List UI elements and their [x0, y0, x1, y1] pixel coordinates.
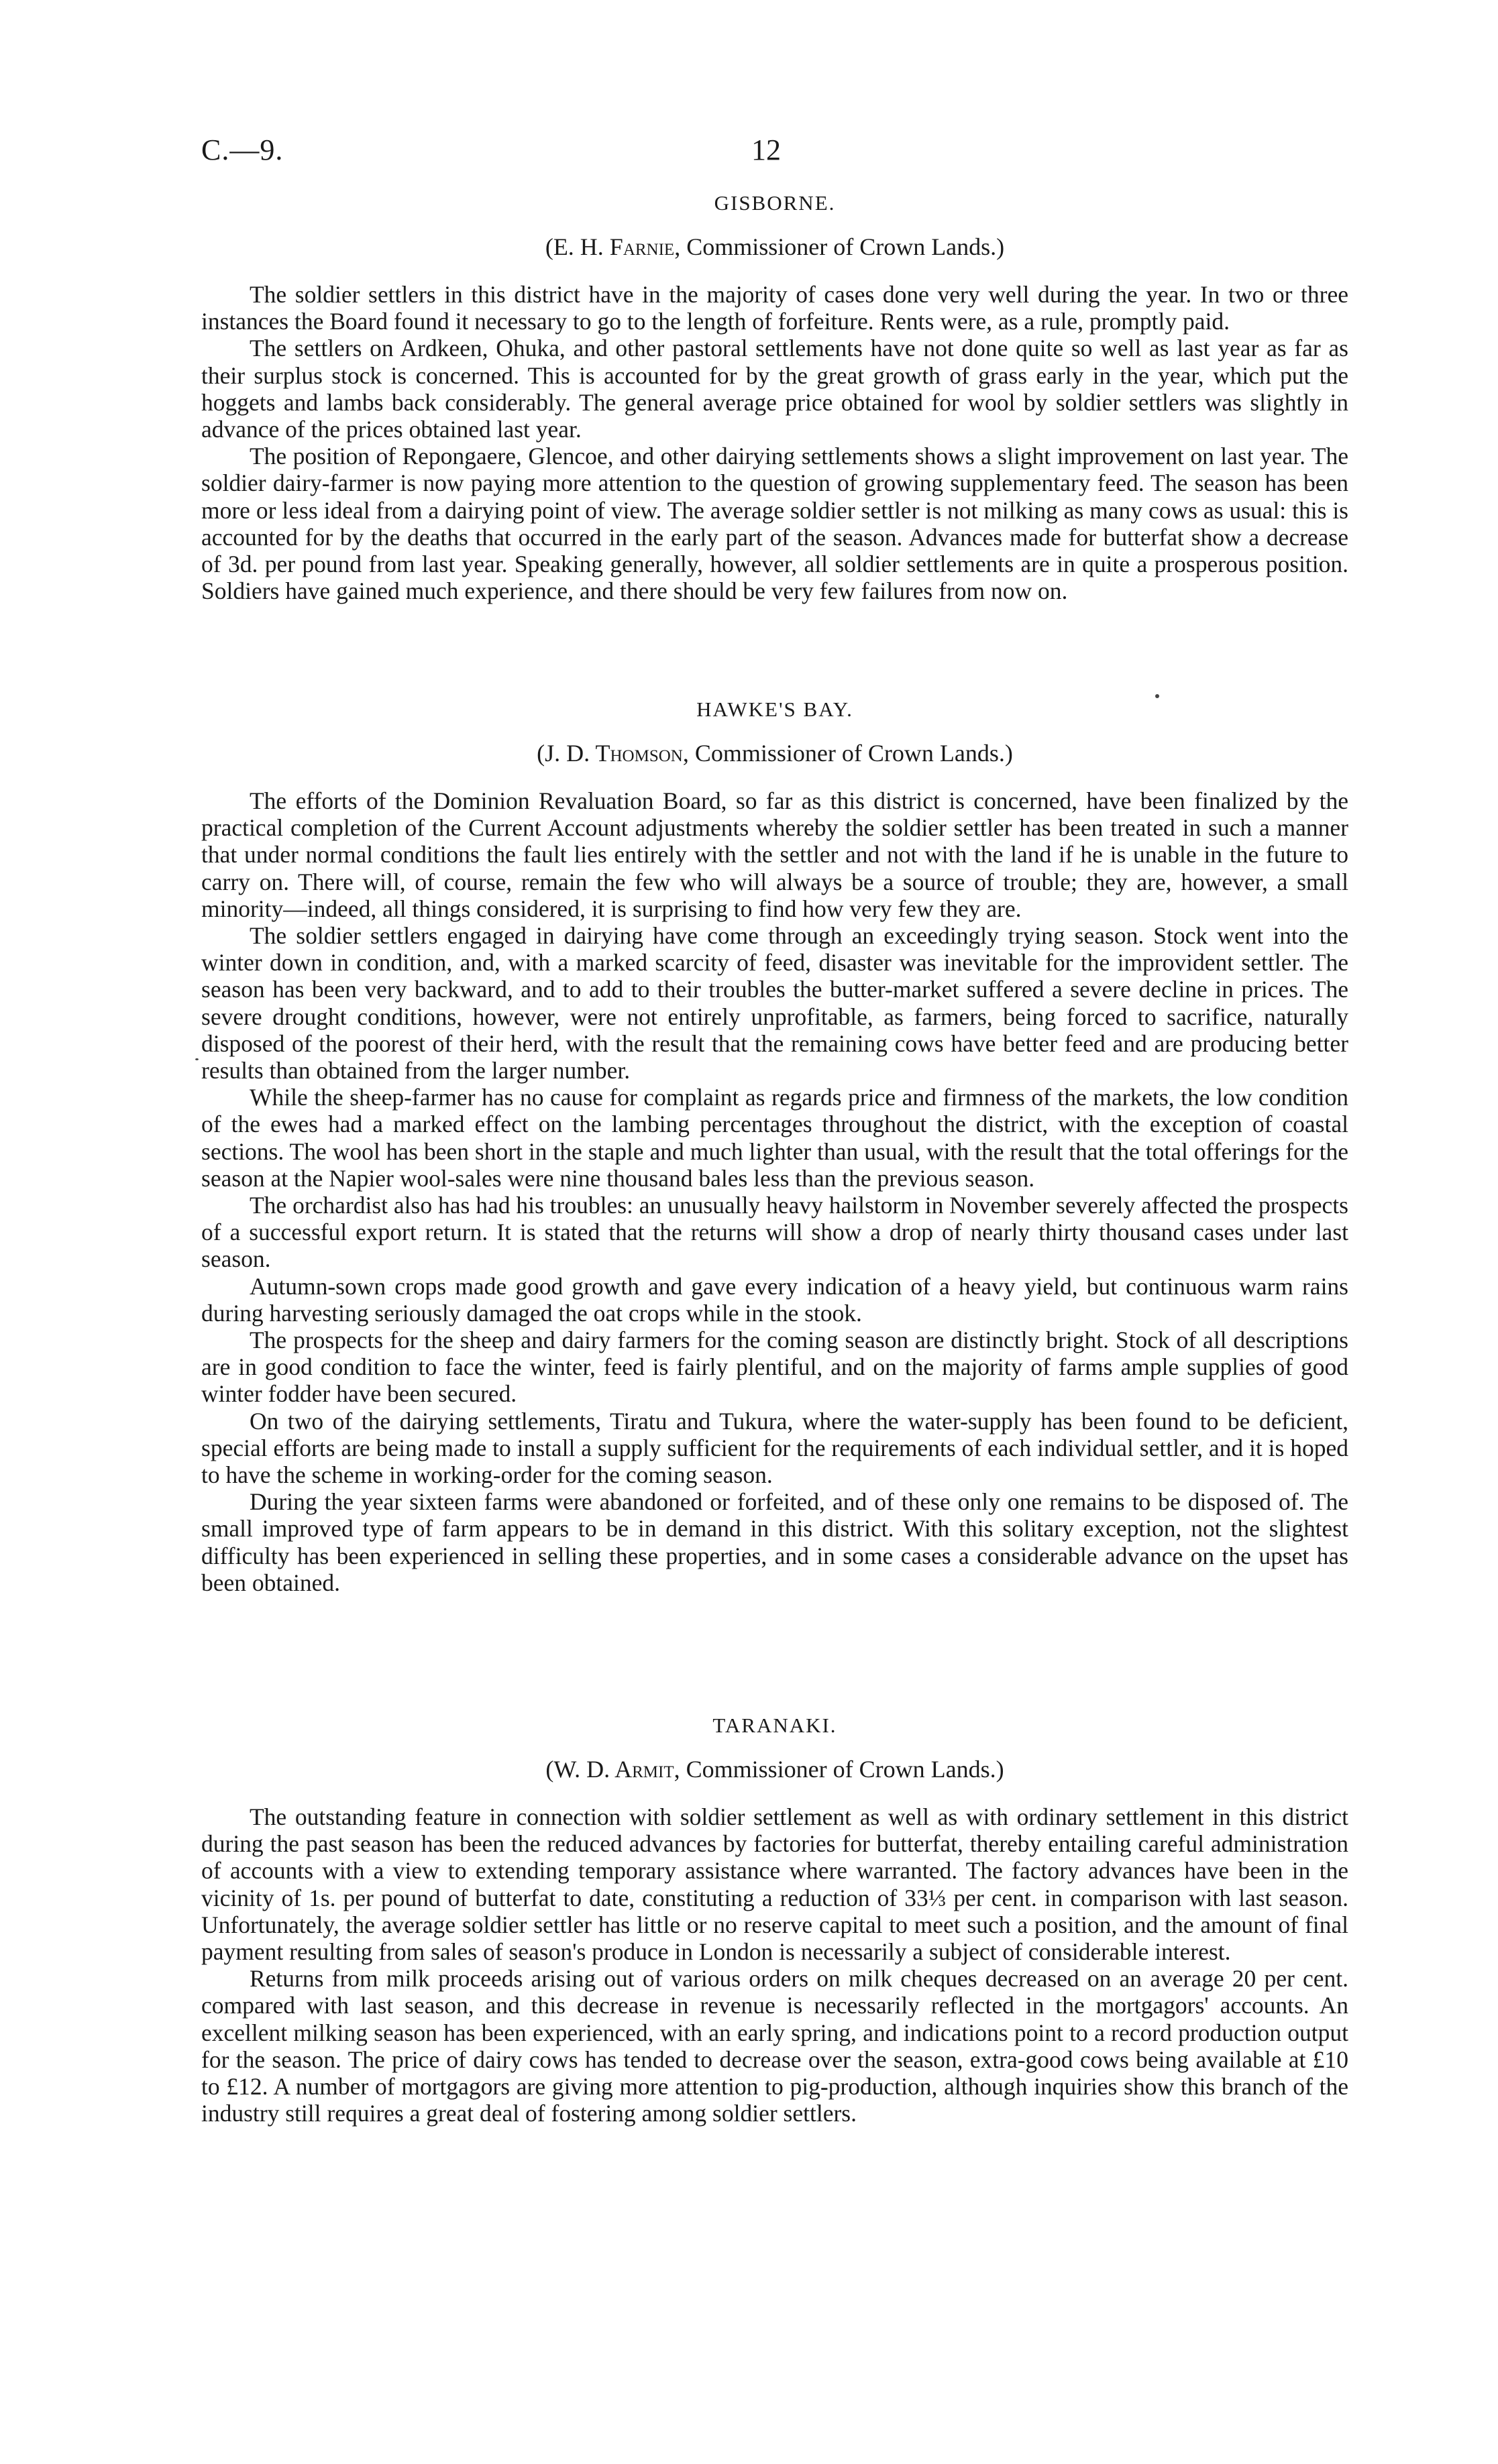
paragraph: The prospects for the sheep and dairy farmers for the coming season are distinctly bright. Stock of all descriptions are in good condition to face the winter, feed is fairly plentiful, and on the majority of farms ample supplies of good winter fodder have been secured. [201, 1327, 1348, 1408]
section-title: TARANAKI. [712, 1714, 837, 1737]
author-open: ( [545, 233, 553, 260]
paragraph: During the year sixteen farms were abandoned or forfeited, and of these only one remains to be disposed of. The small improved type of farm appears to be in demand in this district. With this solitary exception, not the slightest difficulty has been experienced in selling these properties, and in some cases a considerable advance on the upset has been obtained. [201, 1488, 1348, 1596]
paragraph: The position of Repongaere, Glencoe, and other dairying settlements shows a slight improvement on last year. The soldier dairy-farmer is now paying more attention to the question of growing supplementary feed. The season has been more or less ideal from a dairying point of view. The average soldier settler is not milking as many cows as usual: this is accounted for by the deaths that occurred in the early part of the season. Advances made for butterfat show a decrease of 3d. per pound from last year. Speaking generally, however, all soldier settlements are in quite a prosperous position. Soldiers have gained much experience, and there should be very few failures from now on. [201, 443, 1348, 605]
paragraph: The settlers on Ardkeen, Ohuka, and other pastoral settlements have not done quite so well as last year as far as their surplus stock is concerned. This is accounted for by the great growth of grass early in the year, which put the hoggets and lambs back considerably. The general average price obtained for wool by soldier settlers was slightly in advance of the prices obtained last year. [201, 335, 1348, 443]
document-code: C.—9. [201, 133, 284, 166]
author-role: , Commissioner of Crown Lands.) [674, 233, 1005, 260]
print-speck [195, 1058, 199, 1060]
author-name: J. D. Thomson [545, 740, 683, 767]
paragraph: The outstanding feature in connection with soldier settlement as well as with ordinary settlement in this district during the past season has been the reduced advances by factories for butterfat, thereby entailing careful administration of accounts with a view to extending temporary assistance where warranted. The factory advances have been in the vicinity of 1s. per pound of butterfat to date, constituting a reduction of 33⅓ per cent. in comparison with last season. Unfortunately, the average soldier settler has little or no reserve capital to meet such a position, and the amount of final payment resulting from sales of season's produce in London is necessarily a subject of considerable interest. [201, 1803, 1348, 1966]
paragraph: While the sheep-farmer has no cause for complaint as regards price and firmness of the markets, the low condition of the ewes had a marked effect on the lambing percentages throughout the district, with the exception of coastal sections. The wool has been short in the staple and much lighter than usual, with the result that the total offerings for the season at the Napier wool-sales were nine thousand bales less than the previous season. [201, 1084, 1348, 1192]
section-taranaki [201, 1714, 1348, 2127]
page-number: 12 [751, 133, 781, 166]
section-author [201, 1755, 1348, 1783]
paragraph: On two of the dairying settlements, Tiratu and Tukura, where the water-supply has been found to be deficient, special efforts are being made to install a supply sufficient for the requirements of each individual settler, and it is hoped to have the scheme in working-order for the coming season. [201, 1407, 1348, 1489]
paragraph: The soldier settlers engaged in dairying have come through an exceedingly trying season. Stock went into the winter down in condition, and, with a marked scarcity of feed, disaster was inevitable for the improvident settler. The season has been very backward, and to add to their troubles the butter-market suffered a severe decline in prices. The severe drought conditions, however, were not entirely unprofitable, as farmers, being forced to sacrifice, naturally disposed of the poorest of their herd, with the result that the remaining cows have better feed and are producing better results than obtained from the larger number. [201, 922, 1348, 1084]
section-title: GISBORNE. [714, 191, 836, 215]
paragraph: The efforts of the Dominion Revaluation Board, so far as this district is concerned, have been finalized by the practical completion of the Current Account adjustments whereby the soldier settler has been treated in such a manner that under normal conditions the fault lies entirely with the settler and not with the land if he is unable in the future to carry on. There will, of course, remain the few who will always be a source of trouble; they are, however, a small minority—indeed, all things considered, it is surprising to find how very few they are. [201, 787, 1348, 922]
author-role: , Commissioner of Crown Lands.) [674, 1756, 1004, 1783]
paragraph: Returns from milk proceeds arising out of various orders on milk cheques decreased on an average 20 per cent. compared with last season, and this decrease in revenue is necessarily reflected in the mortgagors' accounts. An excellent milking season has been experienced, with an early spring, and indications point to a record production output for the season. The price of dairy cows has tended to decrease over the season, extra-good cows being available at £10 to £12. A number of mortgagors are giving more attention to pig-production, although inquiries show this branch of the industry still requires a great deal of fostering among soldier settlers. [201, 1965, 1348, 2127]
section-gisborne [201, 191, 1348, 604]
paragraph: Autumn-sown crops made good growth and gave every indication of a heavy yield, but continuous warm rains during harvesting seriously damaged the oat crops while in the stook. [201, 1272, 1348, 1327]
paragraph: The orchardist also has had his troubles: an unusually heavy hailstorm in November severely affected the prospects of a successful export return. It is stated that the returns will show a drop of nearly thirty thousand cases under last season. [201, 1192, 1348, 1273]
section-hawkes-bay [201, 697, 1348, 1596]
author-open: ( [545, 1756, 554, 1783]
paragraph: The soldier settlers in this district have in the majority of cases done very well during the year. In two or three instances the Board found it necessary to go to the length of forfeiture. Rents were, as a rule, promptly paid. [201, 281, 1348, 335]
author-name: E. H. Farnie [553, 233, 675, 260]
section-author [201, 233, 1348, 261]
section-author [201, 739, 1348, 767]
author-name: W. D. Armit [553, 1756, 674, 1783]
print-speck [1155, 694, 1159, 698]
author-role: , Commissioner of Crown Lands.) [682, 740, 1013, 767]
section-title: HAWKE'S BAY. [696, 697, 853, 721]
author-open: ( [537, 740, 545, 767]
